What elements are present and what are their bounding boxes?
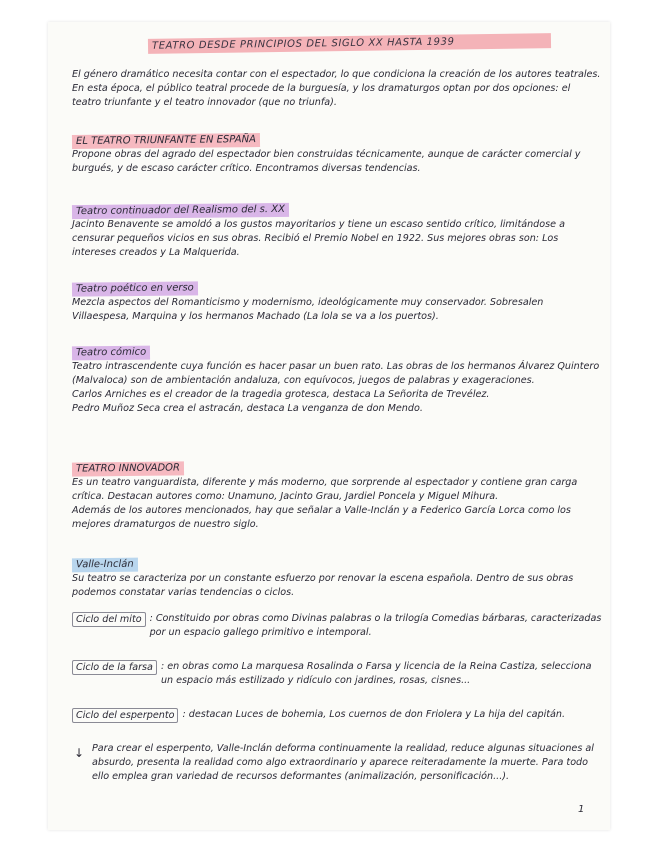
down-arrow-icon: ↓: [74, 746, 85, 760]
page-number: 1: [578, 804, 585, 815]
section-heading-triunfante: EL TEATRO TRIUNFANTE EN ESPAÑA: [72, 133, 260, 149]
section-heading-innovador: TEATRO INNOVADOR: [72, 461, 184, 476]
realismo-text: Jacinto Benavente se amoldó a los gustos mayoritarios y tiene un escaso sentido crítico, limitándose a censurar pequeños vicios en sus obras. Recibió el Premio Nobel en 1922. Sus mejores obras son: Los intereses creados y La Malquerida.: [72, 219, 565, 258]
cycle-text-esperpento: : destacan Luces de bohemia, Los cuernos de don Friolera y La hija del capitán.: [182, 709, 566, 720]
cycle-farsa: [72, 660, 602, 688]
section-valle: [72, 558, 602, 600]
page-title: TEATRO DESDE PRINCIPIOS DEL SIGLO XX HASTA 1939: [148, 33, 551, 54]
notebook-page: [48, 22, 610, 830]
comico-text-3: Pedro Muñoz Seca crea el astracán, destaca La venganza de don Mendo.: [72, 403, 423, 414]
cycle-mito: [72, 612, 602, 640]
section-comico: [72, 346, 602, 416]
innovador-text-1: Es un teatro vanguardista, diferente y más moderno, que sorprende al espectador y contiene gran carga crítica. Destacan autores como: Unamuno, Jacinto Grau, Jardiel Poncela y Miguel Mihura.: [72, 477, 578, 502]
section-heading-valle: Valle-Inclán: [72, 558, 138, 573]
innovador-text-2: Además de los autores mencionados, hay que señalar a Valle-Inclán y a Federico García Lorca como los mejores dramaturgos de nuestro siglo.: [72, 505, 571, 530]
section-triunfante: [72, 134, 602, 176]
section-poetico: [72, 282, 602, 324]
cycle-label-farsa: Ciclo de la farsa: [72, 660, 157, 675]
section-realismo: [72, 204, 602, 260]
cycle-label-mito: Ciclo del mito: [72, 612, 146, 627]
cycle-text-farsa: : en obras como La marquesa Rosalinda o Farsa y licencia de la Reina Castiza, selecciona un espacio más estilizado y ridículo con jardines, rosas, cisnes...: [160, 661, 592, 686]
poetico-text: Mezcla aspectos del Romanticismo y modernismo, ideológicamente muy conservador. Sobresalen Villaespesa, Marquina y los hermanos Machado (La lola se va a los puertos).: [72, 297, 544, 322]
intro-paragraph: El género dramático necesita contar con el espectador, lo que condiciona la creación de los autores teatrales. En esta época, el público teatral procede de la burguesía, y los dramaturgos optan por dos opciones: el teatro triunfante y el teatro innovador (que no triunfa).: [72, 69, 601, 108]
section-heading-comico: Teatro cómico: [72, 346, 150, 361]
section-heading-poetico: Teatro poético en verso: [72, 281, 198, 296]
cycle-esperpento: [72, 708, 602, 723]
cycle-label-esperpento: Ciclo del esperpento: [72, 708, 178, 723]
triunfante-text: Propone obras del agrado del espectador bien construidas técnicamente, aunque de carácter comercial y burgués, y de escaso carácter crítico. Encontramos diversas tendencias.: [72, 149, 581, 174]
section-heading-realismo: Teatro continuador del Realismo del s. XX: [72, 203, 289, 219]
comico-text-2: Carlos Arniches es el creador de la tragedia grotesca, destaca La Señorita de Trevélez.: [72, 389, 490, 400]
closing-paragraph: Para crear el esperpento, Valle-Inclán deforma continuamente la realidad, reduce algunas situaciones al absurdo, presenta la realidad como algo extraordinario y aparece reiteradamente la muerte. Para todo ello emplea gran variedad de recursos deformantes (animalización, personificación...).: [92, 743, 594, 782]
section-innovador: [72, 462, 602, 532]
comico-text-1: Teatro intrascendente cuya función es hacer pasar un buen rato. Las obras de los hermanos Álvarez Quintero (Malvaloca) son de ambientación andaluza, con equívocos, juegos de palabras y exageraciones.: [72, 361, 600, 386]
cycle-text-mito: : Constituido por obras como Divinas palabras o la trilogía Comedias bárbaras, caracterizadas por un espacio gallego primitivo e intemporal.: [149, 613, 602, 638]
valle-text: Su teatro se caracteriza por un constante esfuerzo por renovar la escena española. Dentro de sus obras podemos constatar varias tendencias o ciclos.: [72, 573, 574, 598]
